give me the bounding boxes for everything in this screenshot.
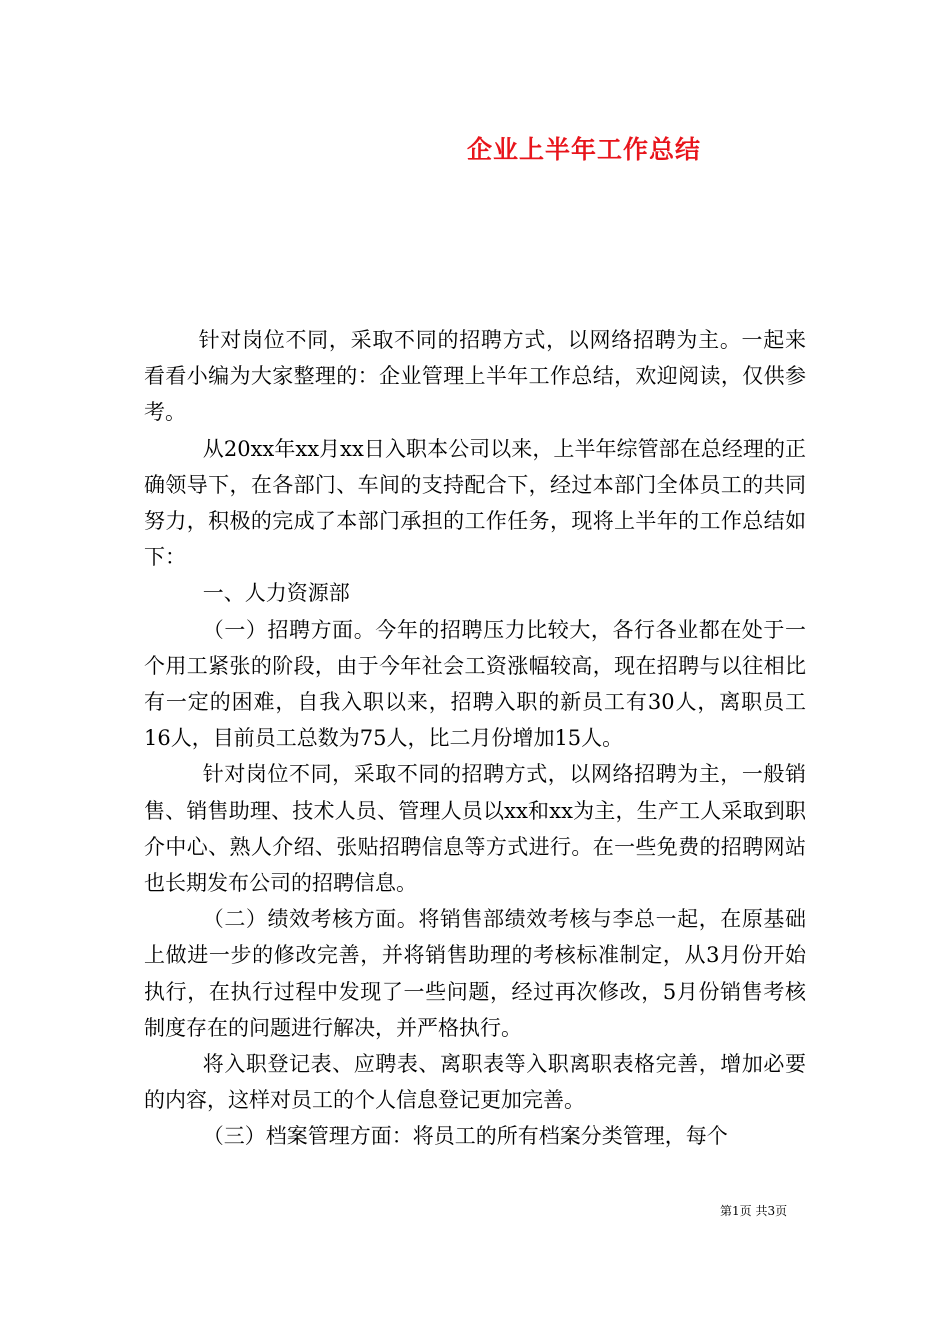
paragraph-recruitment-methods: 针对岗位不同，采取不同的招聘方式，以网络招聘为主，一般销售、销售助理、技术人员、管理人员以xx和xx为主，生产工人采取到职介中心、熟人介绍、张贴招聘信息等方式进行。在一些免费的招聘网站也长期发布公司的招聘信息。 [144,762,806,896]
section-heading-hr: 一、人力资源部 [202,581,350,606]
paragraph-overview: 从20xx年xx月xx日入职本公司以来，上半年综管部在总经理的正确领导下，在各部门、车间的支持配合下，经过本部门全体员工的共同努力，积极的完成了本部门承担的工作任务，现将上半年的工作总结如下： [144,436,806,570]
paragraph-performance: （二）绩效考核方面。将销售部绩效考核与李总一起，在原基础上做进一步的修改完善，并将销售助理的考核标准制定，从3月份开始执行，在执行过程中发现了一些问题，经过再次修改，5月份销售考核制度存在的问题进行解决，并严格执行。 [144,907,806,1040]
paragraph-intro: 针对岗位不同，采取不同的招聘方式，以网络招聘为主。一起来看看小编为大家整理的：企业管理上半年工作总结，欢迎阅读，仅供参考。 [144,328,806,425]
paragraph-recruitment: （一）招聘方面。今年的招聘压力比较大，各行各业都在处于一个用工紧张的阶段，由于今年社会工资涨幅较高，现在招聘与以往相比有一定的困难，自我入职以来，招聘入职的新员工有30人，离职员工16人，目前员工总数为75人，比二月份增加15人。 [144,617,806,751]
document-body [144,322,806,1155]
paragraph-archives: （三）档案管理方面：将员工的所有档案分类管理，每个 [202,1124,728,1149]
paragraph-forms: 将入职登记表、应聘表、离职表等入职离职表格完善，增加必要的内容，这样对员工的个人信息登记更加完善。 [144,1052,806,1113]
document-title: 企业上半年工作总结 [466,135,701,164]
page-indicator: 第1页 共3页 [720,1204,788,1218]
